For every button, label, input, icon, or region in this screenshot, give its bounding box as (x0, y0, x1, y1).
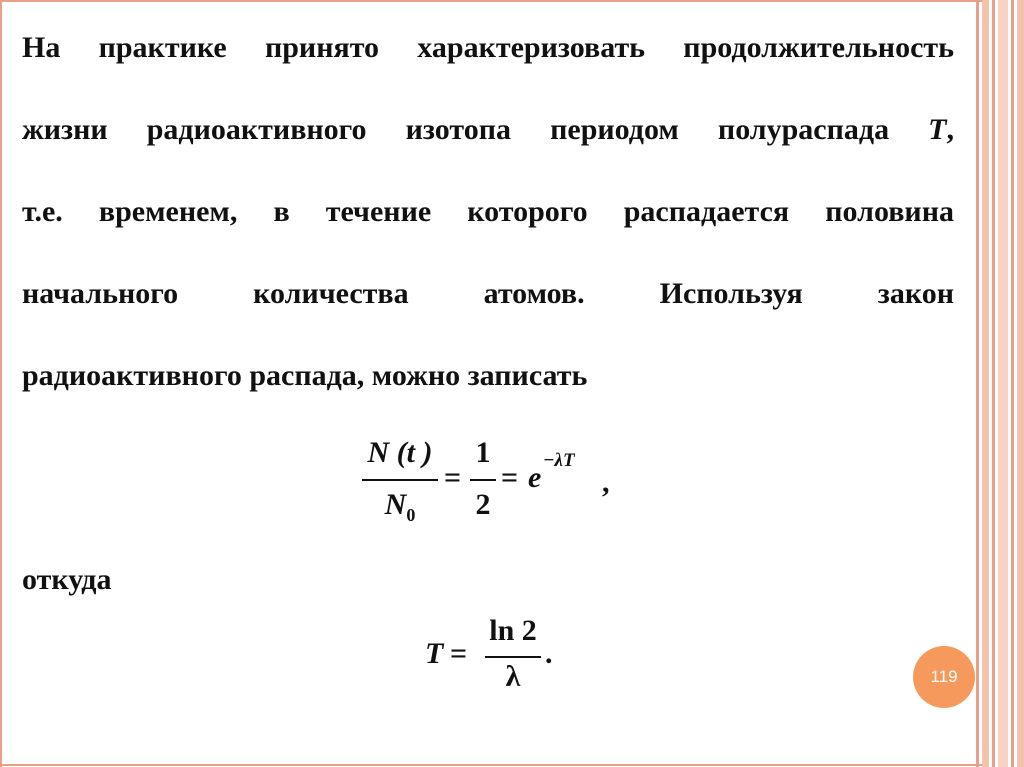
formula1-equals-2: = (501, 461, 519, 494)
decay-law-formula (360, 430, 620, 530)
formula1-numerator-left: N (t ) (367, 436, 433, 469)
paragraph-line-4: начального количества атомов. Используя закон (22, 277, 954, 310)
formula1-denominator-mid: 2 (475, 488, 491, 521)
paragraph-line-2 (22, 110, 954, 150)
half-life-formula (425, 612, 575, 707)
formula1-fraction-bar-mid (470, 479, 496, 481)
formula1-denominator-left: $N_0$ (384, 488, 416, 525)
frame-top-line (0, 0, 982, 2)
formula1-numerator-mid: 1 (475, 436, 491, 469)
connector-text: откуда (22, 563, 112, 596)
paragraph-line-2-text: жизни радиоактивного изотопа периодом полураспада (22, 113, 890, 146)
half-life-symbol: T, (928, 113, 954, 146)
decorative-side-stripes (976, 0, 1024, 767)
body-paragraph (22, 28, 954, 438)
page-number-badge: 119 (913, 646, 975, 708)
formula1-comma: , (602, 466, 610, 499)
paragraph-line-3: т.е. временем, в течение которого распадается половина (22, 195, 954, 228)
formula2-fraction-bar (485, 656, 541, 658)
formula2-equals: = (450, 637, 468, 670)
formula1-exp-base: e (528, 461, 542, 494)
formula2-period: . (545, 637, 553, 670)
formula1-exponent: −λT (543, 450, 575, 471)
paragraph-line-5: радиоактивного распада, можно записать (22, 359, 588, 392)
formula1-equals-1: = (444, 461, 462, 494)
formula2-lhs: T (425, 637, 444, 670)
formula2-denominator: λ (505, 660, 521, 693)
paragraph-line-1: На практике принято характеризовать продолжительность (22, 31, 954, 64)
formula1-fraction-bar-left (362, 479, 438, 481)
frame-bottom-line (0, 764, 982, 766)
formula2-numerator: ln 2 (489, 614, 537, 647)
frame-left-line (0, 0, 2, 767)
